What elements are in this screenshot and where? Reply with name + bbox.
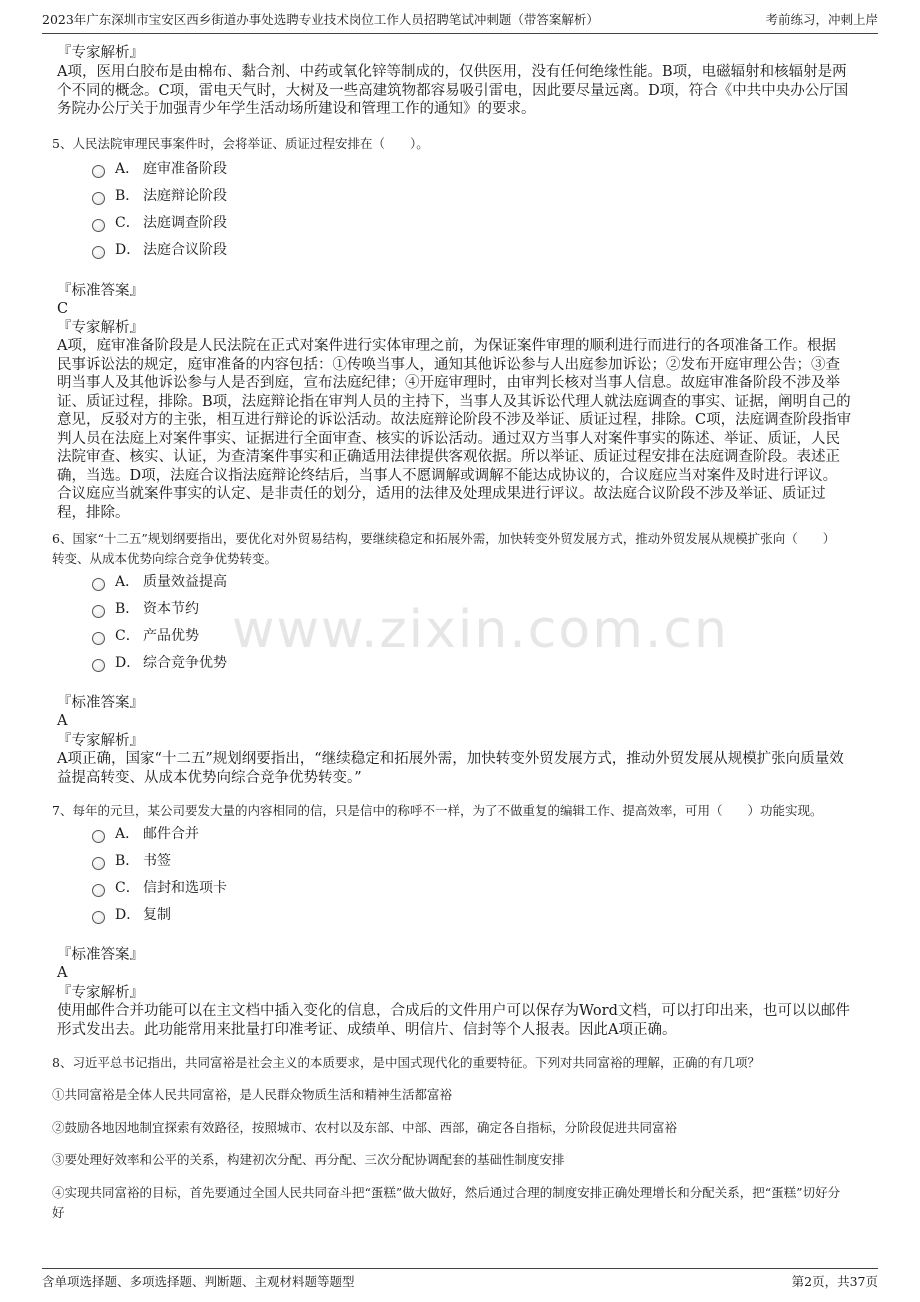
q6-analysis-label: 『专家解析』 (57, 733, 144, 749)
q7-option-d[interactable]: D． 复制 (92, 903, 171, 925)
q6-option-a[interactable]: A． 质量效益提高 (92, 570, 227, 592)
footer-question-types: 含单项选择题、多项选择题、判断题、主观材料题等题型 (42, 1274, 355, 1289)
q5-answer: C (57, 301, 69, 317)
watermark: www.zixin.com.cn (232, 600, 729, 660)
page-footer (42, 1268, 878, 1292)
radio-icon[interactable] (92, 219, 105, 232)
analysis-line: 确，当选。D项，法庭合议指法庭辩论终结后，当事人不愿调解或调解不能达成协议的，合议庭应当对案件及时进行评议。 (57, 467, 838, 484)
analysis-line: A项，庭审准备阶段是人民法院在正式对案件进行实体审理之前，为保证案件审理的顺利进行而进行的各项准备工作。根据 (57, 338, 836, 354)
radio-icon[interactable] (92, 192, 105, 205)
radio-icon[interactable] (92, 578, 105, 591)
q5-analysis (57, 337, 867, 522)
q6-answer: A (57, 713, 68, 729)
radio-icon[interactable] (92, 857, 105, 870)
analysis-line: 意见，反驳对方的主张，相互进行辩论的诉讼活动。故法庭辩论阶段不涉及举证、质证过程，排除。C项，法庭调查阶段指审 (57, 412, 852, 428)
radio-icon[interactable] (92, 605, 105, 618)
analysis-line: 民事诉讼法的规定，庭审准备的内容包括：①传唤当事人，通知其他诉讼参与人出庭参加诉讼；②发布开庭审理公告；③查 (57, 356, 840, 373)
q6-analysis (57, 750, 867, 787)
q7-answer: A (57, 965, 68, 981)
q7-stem: 7、每年的元旦，某公司要发大量的内容相同的信，只是信中的称呼不一样，为了不做重复的编辑工作、提高效率，可用（ ）功能实现。 (52, 803, 823, 818)
radio-icon[interactable] (92, 246, 105, 259)
q5-option-c[interactable]: C． 法庭调查阶段 (92, 211, 227, 233)
q6-option-d[interactable]: D． 综合竞争优势 (92, 651, 227, 673)
q8-stem: 8、习近平总书记指出，共同富裕是社会主义的本质要求，是中国式现代化的重要特征。下列对共同富裕的理解，正确的有几项？ (52, 1055, 760, 1070)
radio-icon[interactable] (92, 884, 105, 897)
q7-option-c[interactable]: C． 信封和选项卡 (92, 876, 227, 898)
q8-item-2: ②鼓励各地因地制宜探索有效路径，按照城市、农村以及东部、中部、西部，确定各自指标，分阶段促进共同富裕 (52, 1120, 678, 1135)
q5-stem: 5、人民法院审理民事案件时，会将举证、质证过程安排在（ ）。 (52, 136, 429, 151)
analysis-line: 证、质证过程，排除。B项，法庭辩论指在审判人员的主持下，当事人及其诉讼代理人就法庭调查的事实、证据，阐明自己的 (57, 393, 851, 410)
analysis-line: 法院审查、核实、认证，为查清案件事实和正确适用法律提供客观依据。所以举证、质证过程安排在法庭调查阶段。表述正 (57, 449, 840, 465)
q5-option-b[interactable]: B． 法庭辩论阶段 (92, 184, 227, 206)
page-number: 第2页，共37页 (791, 1274, 878, 1289)
q6-stem: 6、国家“十二五”规划纲要指出，要优化对外贸易结构，要继续稳定和拓展外需，加快转变外贸发展方式，推动外贸发展从规模扩张向（ ） 转变、从成本优势向综合竞争优势转变。 (52, 531, 836, 566)
document-title: 2023年广东深圳市宝安区西乡街道办事处选聘专业技术岗位工作人员招聘笔试冲刺题（带答案解析） (42, 12, 599, 27)
q5-answer-label: 『标准答案』 (57, 283, 144, 299)
q8-item-4: ④实现共同富裕的目标，首先要通过全国人民共同奋斗把“蛋糕”做大做好，然后通过合理的制度安排正确处理增长和分配关系，把“蛋糕”切好分 好 (52, 1185, 841, 1220)
q7-analysis-label: 『专家解析』 (57, 985, 144, 1001)
page-header (42, 10, 878, 34)
analysis-line: 形式发出去。此功能常用来批量打印准考证、成绩单、明信片、信封等个人报表。因此A项正确。 (57, 1021, 677, 1038)
q4-analysis (57, 63, 867, 119)
analysis-line: A项，医用白胶布是由棉布、黏合剂、中药或氧化锌等制成的，仅供医用，没有任何绝缘性能。B项，电磁辐射和核辐射是两 (57, 64, 847, 80)
radio-icon[interactable] (92, 659, 105, 672)
radio-icon[interactable] (92, 830, 105, 843)
analysis-line: 合议庭应当就案件事实的认定、是非责任的划分，适用的法律及处理成果进行评议。故法庭合议阶段不涉及举证、质证过 (57, 486, 826, 502)
radio-icon[interactable] (92, 911, 105, 924)
q6-option-c[interactable]: C． 产品优势 (92, 624, 199, 646)
q7-option-b[interactable]: B． 书签 (92, 849, 171, 871)
q7-option-a[interactable]: A． 邮件合并 (92, 822, 199, 844)
analysis-line: 明当事人及其他诉讼参与人是否到庭，宣布法庭纪律；④开庭审理时，由审判长核对当事人信息。故庭审准备阶段不涉及举 (57, 375, 840, 391)
header-slogan: 考前练习，冲刺上岸 (765, 12, 878, 27)
q8-item-1: ①共同富裕是全体人民共同富裕，是人民群众物质生活和精神生活都富裕 (52, 1087, 453, 1102)
analysis-line: 益提高转变、从成本优势向综合竞争优势转变。” (57, 769, 362, 786)
q5-option-d[interactable]: D． 法庭合议阶段 (92, 238, 227, 260)
analysis-line: 使用邮件合并功能可以在主文档中插入变化的信息，合成后的文件用户可以保存为Word文档，可以打印出来，也可以以邮件 (57, 1003, 850, 1019)
analysis-line: 判人员在法庭上对案件事实、证据进行全面审查、核实的诉讼活动。通过双方当事人对案件事实的陈述、举证、质证，人民 (57, 430, 840, 447)
radio-icon[interactable] (92, 632, 105, 645)
q6-answer-label: 『标准答案』 (57, 695, 144, 711)
q8-item-3: ③要处理好效率和公平的关系，构建初次分配、再分配、三次分配协调配套的基础性制度安排 (52, 1152, 565, 1167)
analysis-line: 程，排除。 (57, 504, 130, 521)
analysis-line: 个不同的概念。C项，雷电天气时，大树及一些高建筑物都容易吸引雷电，因此要尽量远离。D项，符合《中共中央办公厅国 (57, 82, 849, 99)
q4-analysis-label: 『专家解析』 (57, 45, 144, 61)
q5-analysis-label: 『专家解析』 (57, 320, 144, 336)
radio-icon[interactable] (92, 165, 105, 178)
analysis-line: A项正确，国家“十二五”规划纲要指出，“继续稳定和拓展外需，加快转变外贸发展方式，推动外贸发展从规模扩张向质量效 (57, 751, 844, 767)
q7-analysis (57, 1002, 867, 1039)
q6-option-b[interactable]: B． 资本节约 (92, 597, 199, 619)
q7-answer-label: 『标准答案』 (57, 947, 144, 963)
q5-option-a[interactable]: A． 庭审准备阶段 (92, 157, 227, 179)
analysis-line: 务院办公厅关于加强青少年学生活动场所建设和管理工作的通知》的要求。 (57, 101, 536, 117)
